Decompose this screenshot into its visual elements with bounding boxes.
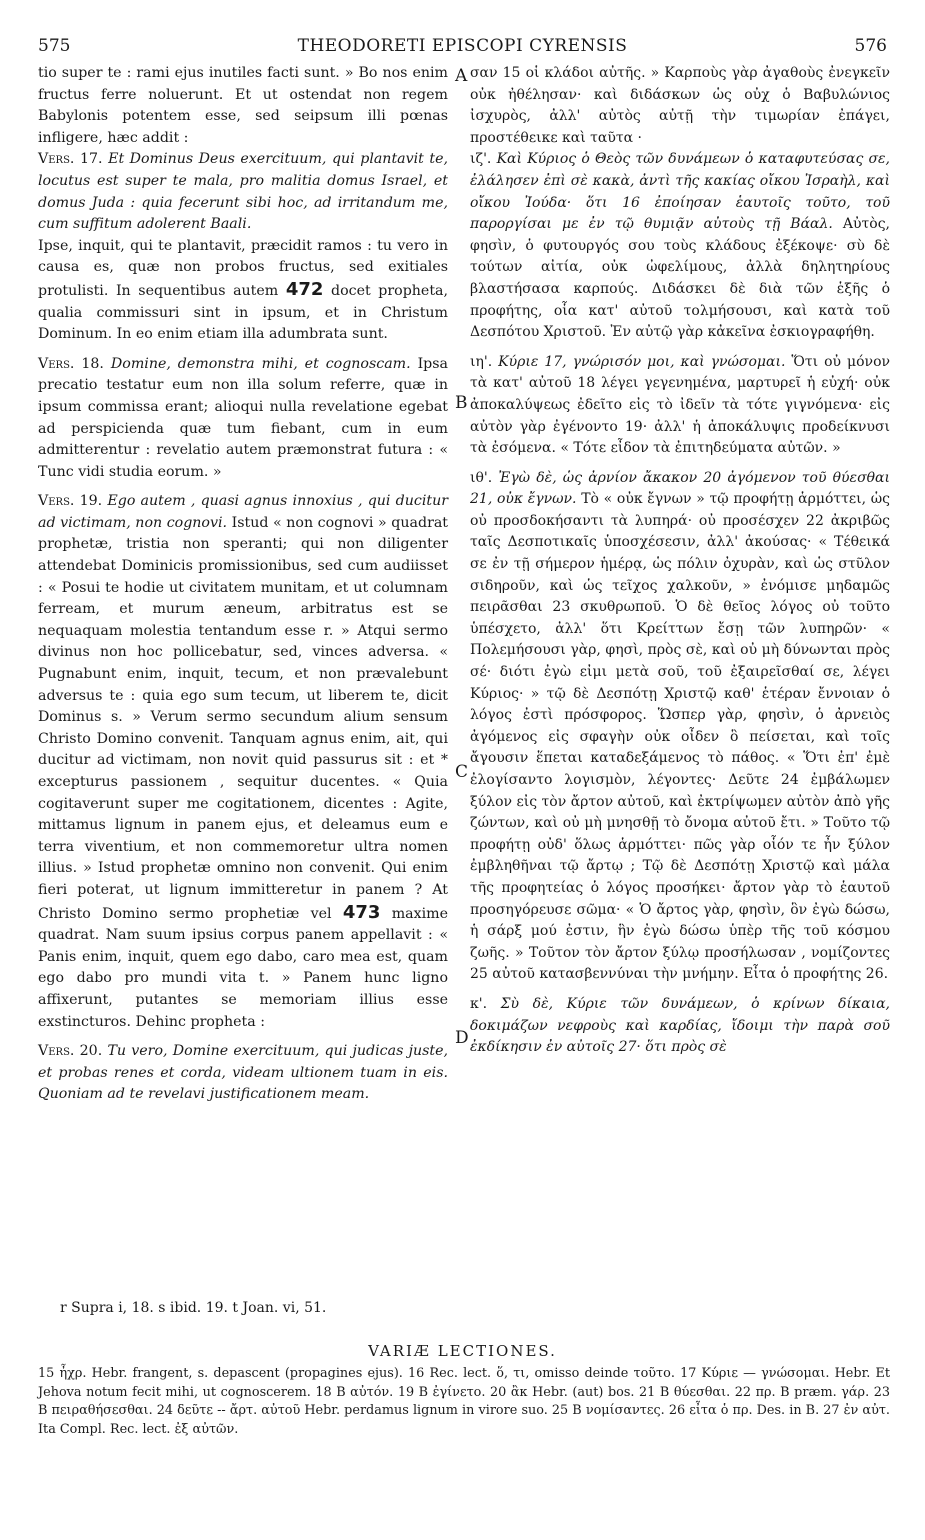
- verse-label: ιη'.: [470, 353, 493, 370]
- verse-text: Καὶ Κύριος ὁ Θεὸς τῶν δυνάμεων ὁ καταφυτεύσας σε, ἐλάλησεν ἐπὶ σὲ κακὰ, ἀντὶ τῆς κακίας οἴκου Ἰσραὴλ, καὶ οἴκου Ἰούδα· ὅτι 16 ἐποίησαν ἑαυτοῖς τοῦτο, τοῦ παροργίσαι με ἐν τῷ θυμιᾷν αὐτοὺς τῇ Βάαλ.: [470, 151, 891, 233]
- greek-verse-17: ιζ'. Καὶ Κύριος ὁ Θεὸς τῶν δυνάμεων ὁ καταφυτεύσας σε, ἐλάλησεν ἐπὶ σὲ κακὰ, ἀντὶ τῆς κακίας οἴκου Ἰσραὴλ, καὶ οἴκου Ἰούδα· ὅτι 16 ἐποίησαν ἑαυτοῖς τοῦτο, τοῦ παροργίσαι με ἐν τῷ θυμιᾷν αὐτοὺς τῇ Βάαλ. Αὐτὸς, φησὶν, ὁ φυτουργός σου τοὺς κλάδους ἐξέκοψε· σὺ δὲ τούτων αἰτία, οὐκ ὠφελίμους, ἀλλὰ δηλητηρίους βλαστήσασα καρπούς. Διδάσκει δὲ διὰ τῶν ἑξῆς ὁ προφήτης, οἷα κατ' αὐτοῦ τολμήσουσι, καὶ κατὰ τοῦ Δεσπότου Χριστοῦ. Ἐν αὐτῷ γὰρ κἀκεῖνα ἐσκιογραφήθη.: [470, 151, 891, 341]
- verse-text: Ego autem , quasi agnus innoxius , qui ducitur ad victimam, non cognovi.: [38, 493, 448, 531]
- verse-label: ιζ'.: [470, 151, 492, 168]
- verse-text: Domine, demonstra mihi, et cognoscam.: [110, 355, 411, 372]
- verse-label: Vers. 17.: [38, 151, 103, 168]
- verse-label: Vers. 20.: [38, 1043, 103, 1060]
- latin-paragraph: tio super te : rami ejus inutiles facti sunt. » Bo nos enim fructus ferre noluerunt. Et ut ostendat non regem Babylonis potentem esse, sed seipsum illi pœnas infligere, hæc addit :: [38, 65, 448, 146]
- greek-column: [470, 63, 890, 1059]
- page-header: [0, 36, 925, 62]
- margin-letter-c: C: [455, 762, 469, 782]
- page-number-left: 575: [38, 36, 71, 56]
- greek-paragraph: σαν 15 οἱ κλάδοι αὐτῆς. » Καρποὺς γὰρ ἀγαθοὺς ἐνεγκεῖν οὐκ ἠθέλησαν· καὶ διδάσκων ὡς οὐχ ὁ Βαβυλώνιος ἰσχυρὸς, ἀλλ' αὐτὸς αὐτῇ τὴν τιμωρίαν ἐπάγει, προστέθεικε καὶ ταῦτα ·: [470, 65, 890, 146]
- page-number-right: 576: [854, 36, 887, 56]
- variae-lectiones: [38, 1365, 890, 1439]
- latin-verse-17: [38, 149, 448, 235]
- verse-text: Ἐγὼ δὲ, ὡς ἀρνίον ἄκακον 20 ἀγόμενον τοῦ θύεσθαι 21, οὐκ ἔγνων.: [470, 469, 890, 508]
- latin-paragraph: Ipse, inquit, qui te plantavit, præcidit ramos : tu vero in causa es, quæ non probos fructus, sed exitiales protulisti. In sequentibus autem 472 docet propheta, qualia commissuri sint in ipsum, et in Christum Dominum. In eo enim etiam illa adumbrata sunt.: [38, 237, 448, 343]
- verse-label: ιθ'.: [470, 469, 493, 486]
- footnotes: r Supra i, 18. s ibid. 19. t Joan. vi, 51.: [60, 1300, 327, 1316]
- greek-verse-20: [470, 994, 890, 1059]
- column-number: 472: [285, 278, 324, 300]
- greek-verse-19: ιθ'. Ἐγὼ δὲ, ὡς ἀρνίον ἄκακον 20 ἀγόμενον τοῦ θύεσθαι 21, οὐκ ἔγνων. Τὸ « οὐκ ἔγνων » τῷ προφήτῃ ἁρμόττει, ὡς οὐ προσδοκήσαντι τὰ λυπηρά· οὐ προσέσχεν 22 ἀκριβῶς ταῖς Δεσποτικαῖς ὑποσχέσεσιν, ἀλλ' ἀκούσας· « Τέθεικά σε ἐν τῇ σήμερον ἡμέρᾳ, ὡς πόλιν ὀχυρὰν, καὶ ὡς στῦλον σιδηροῦν, καὶ ὡς τεῖχος χαλκοῦν, » ἐνόμισε μηδαμῶς πειρᾶσθαι 23 σκυθρωποῦ. Ὁ δὲ θεῖος λόγος οὐ τοῦτο ὑπέσχετο, ἀλλ' ὅτι Κρείττων ἔσῃ τῶν λυπηρῶν· « Πολεμήσουσι γὰρ, φησὶ, πρὸς σὲ, καὶ οὐ μὴ δύνωνται πρὸς σέ· διότι ἐγὼ εἰμι μετὰ σοῦ, τοῦ ἐξαιρεῖσθαί σε, λέγει Κύριος· » τῷ δὲ Δεσπότῃ Χριστῷ καθ' ἑτέραν ἔννοιαν ὁ λόγος ἐστὶ πρόσφορος. Ὥσπερ γὰρ, φησὶν, ὁ ἀρνειὸς ἀγόμενος εἰς σφαγὴν οὐκ οἶδεν ὃ πείσεται, καὶ τοῖς ἄγουσιν ἕπεται καταδεξάμενος τὸ πάθος. « Ὅτι ἐπ' ἐμὲ ἐλογίσαντο λογισμὸν, λέγοντες· Δεῦτε 24 ἐμβάλωμεν ξύλον εἰς τὸν ἄρτον αὐτοῦ, καὶ ἐκτρίψωμεν αὐτὸν ἀπὸ γῆς ζώντων, καὶ οὐ μὴ μνησθῇ τὸ ὄνομα αὐτοῦ ἔτι. » Τοῦτο τῷ προφήτῃ οὐδ' ὅλως ἁρμόττει· πῶς γὰρ οἷόν τε ἦν ξύλον ἐμβληθῆναι τῷ ἄρτῳ ; Τῷ δὲ Δεσπότῃ Χριστῷ καὶ μάλα τῆς προφητείας ὁ λόγος προσήκει· ἄρτον γὰρ τὸ ἑαυτοῦ προσηγόρευσε σῶμα· « Ὁ ἄρτος γὰρ, φησὶν, ὃν ἐγὼ δώσω, ἡ σάρξ μού ἐστιν, ἣν ἐγὼ δώσω ὑπὲρ τῆς τοῦ κόσμου ζωῆς. » Τοῦτον τὸν ἄρτον ξύλῳ προσήλωσαν , νομίζοντες 25 αὐτοῦ κατασβεννύναι τὴν μνήμην. Εἶτα ὁ προφήτης 26.: [470, 469, 891, 983]
- verse-label: κ'.: [470, 995, 488, 1012]
- verse-label: Vers. 19.: [38, 493, 103, 510]
- greek-verse-18: ιη'. Κύριε 17, γνώρισόν μοι, καὶ γνώσομαι. Ὅτι οὐ μόνον τὰ κατ' αὐτοῦ 18 λέγει γεγενημένα, μαρτυρεῖ ἡ εὐχή· οὐκ ἀποκαλύψεως ἐδεῖτο εἰς τὸ ἰδεῖν τὰ τότε γιγνόμενα· εἰς αὐτὸν γὰρ ἐγένοντο 19· ἀλλ' ἡ ἀποκάλυψις προδείκνυσι τὰ ἐσόμενα. « Τότε εἶδον τὰ ἐπιτηδεύματα αὐτῶν. »: [470, 353, 891, 457]
- verse-text: Tu vero, Domine exercituum, qui judicas juste, et probas renes et corda, videam ultionem tuam in eis. Quoniam ad te revelavi justificationem meam.: [38, 1043, 448, 1103]
- latin-verse-20: [38, 1041, 448, 1106]
- verse-text: Κύριε 17, γνώρισόν μοι, καὶ γνώσομαι.: [498, 353, 786, 370]
- latin-column: [38, 63, 448, 1106]
- verse-label: Vers. 18.: [38, 355, 104, 372]
- margin-letter-a: A: [455, 66, 468, 86]
- latin-verse-19: Vers. 19. Ego autem , quasi agnus innoxius , qui ducitur ad victimam, non cognovi. Istud « non cognovi » quadrat prophetæ, tristia non speranti; qui non diligenter attendebat Dominicis promissionibus, sed cum audiisset : « Posui te hodie ut civitatem munitam, et ut columnam ferream, et murum æneum, arbitratus est se nequaquam molestia tentandum esse r. » Atqui sermo divinus non hoc pollicebatur, sed, vinces adversa. « Pugnabunt enim, inquit, tecum, et non prævalebunt adversus te : quia ego sum tecum, ut liberem te, dicit Dominus s. » Verum sermo secundum alium sensum Christo Domino convenit. Tanquam agnus enim, ait, qui ducitur ad victimam, non novit quid passurus sit : et * excepturus passionem , sequitur ducentes. « Quia cogitaverunt super me cogitationem, dicentes : Agite, mittamus lignum in panem ejus, et deleamus eum e terra viventium, et non commemoretur ultra nomen illius. » Istud prophetæ omnino non convenit. Qui enim fieri poterat, ut lignum immitteretur in panem ? At Christo Domino sermo prophetiæ vel 473 maxime quadrat. Nam suum ipsius corpus panem appellavit : « Panis enim, inquit, quem ego dabo, caro mea est, quam ego dabo pro mundi vita t. » Panem hunc ligno affixerunt, putantes se memoriam illius esse exstincturos. Dehinc propheta :: [38, 493, 449, 1030]
- column-number: 473: [342, 901, 381, 923]
- variae-lectiones-text: 15 ἦχρ. Hebr. frangent, s. depascent (propagines ejus). 16 Rec. lect. ὅ, τι, omisso deinde τοῦτο. 17 Κύριε — γνώσομαι. Hebr. Et Jehova notum fecit mihi, ut cognoscerem. 18 B αὐτόν. 19 B ἐγίνετο. 20 ἂκ Hebr. (aut) bos. 21 B θύεσθαι. 22 πρ. B præm. γάρ. 23 B πειραθήσεσθαι. 24 δεῦτε -- ἄρτ. αὐτοῦ Hebr. perdamus lignum in virore suo. 25 B νομίσαντες. 26 εἶτα ὁ πρ. Des. in B. 27 ἐν αὐτ. Ita Compl. Rec. lect. ἐξ αὐτῶν.: [38, 1366, 890, 1437]
- verse-text: Et Dominus Deus exercituum, qui plantavit te, locutus est super te mala, pro malitia domus Israel, et domus Juda : quia fecerunt sibi hoc, ad irritandum me, cum suffitum adolerent Baali.: [38, 151, 449, 233]
- margin-letter-b: B: [455, 393, 468, 413]
- verse-text: Σὺ δὲ, Κύριε τῶν δυνάμεων, ὁ κρίνων δίκαια, δοκιμάζων νεφροὺς καὶ καρδίας, ἴδοιμι τὴν παρὰ σοῦ ἐκδίκησιν ἐν αὐτοῖς 27· ὅτι πρὸς σὲ: [470, 995, 891, 1056]
- latin-verse-18: Vers. 18. Domine, demonstra mihi, et cognoscam. Ipsa precatio testatur eum non illa solum referre, quæ in ipsum commissa erant; alioqui nulla revelatione egebat ad perspicienda quæ tum fiebant, cum in eum admitterentur : revelatio autem præmonstrat futura : « Tunc vidi studia eorum. »: [38, 355, 449, 480]
- margin-letter-d: D: [455, 1028, 469, 1048]
- variae-lectiones-title: VARIÆ LECTIONES.: [368, 1342, 557, 1360]
- running-title: THEODORETI EPISCOPI CYRENSIS: [297, 36, 628, 56]
